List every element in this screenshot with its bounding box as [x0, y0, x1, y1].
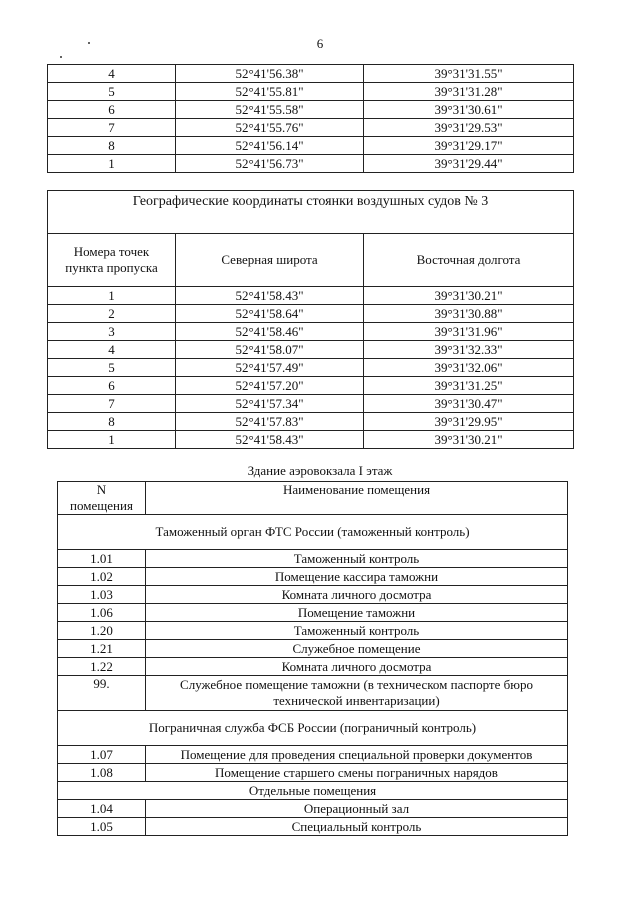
section-title: Отдельные помещения — [58, 782, 568, 800]
point-number: 2 — [48, 305, 176, 323]
east-longitude: 39°31'30.88" — [364, 305, 574, 323]
north-latitude: 52°41'57.83" — [176, 413, 364, 431]
table-row — [48, 359, 574, 377]
table-row — [48, 305, 574, 323]
table-row — [48, 287, 574, 305]
east-longitude: 39°31'31.25" — [364, 377, 574, 395]
table-row — [48, 155, 574, 173]
east-longitude: 39°31'29.95" — [364, 413, 574, 431]
east-longitude: 39°31'32.33" — [364, 341, 574, 359]
section-row — [58, 515, 568, 550]
table-row — [58, 676, 568, 711]
table-row — [58, 550, 568, 568]
east-longitude: 39°31'32.06" — [364, 359, 574, 377]
room-number: 1.04 — [58, 800, 146, 818]
room-number: 99. — [58, 676, 146, 711]
column-header-east-longitude: Восточная долгота — [364, 234, 574, 287]
section-row — [58, 711, 568, 746]
east-longitude: 39°31'31.28" — [364, 83, 574, 101]
room-number: 1.22 — [58, 658, 146, 676]
east-longitude: 39°31'29.53" — [364, 119, 574, 137]
north-latitude: 52°41'57.20" — [176, 377, 364, 395]
east-longitude: 39°31'31.55" — [364, 65, 574, 83]
room-name: Помещение старшего смены пограничных нарядов — [146, 764, 568, 782]
point-number: 5 — [48, 83, 176, 101]
column-header-room-name: Наименование помещения — [146, 482, 568, 515]
room-name: Таможенный контроль — [146, 550, 568, 568]
table-row — [48, 65, 574, 83]
room-name: Служебное помещение таможни (в техническом паспорте бюро технической инвентаризации) — [146, 676, 568, 711]
section-row — [58, 782, 568, 800]
room-number: 1.02 — [58, 568, 146, 586]
north-latitude: 52°41'58.43" — [176, 431, 364, 449]
room-name: Таможенный контроль — [146, 622, 568, 640]
room-number: 1.21 — [58, 640, 146, 658]
column-header-north-latitude: Северная широта — [176, 234, 364, 287]
point-number: 3 — [48, 323, 176, 341]
table-row — [48, 431, 574, 449]
room-name: Помещение для проведения специальной проверки документов — [146, 746, 568, 764]
point-number: 1 — [48, 155, 176, 173]
column-header-point-number: Номера точек пункта пропуска — [48, 234, 176, 287]
scan-speck — [88, 42, 90, 44]
column-header-room-number: N помещения — [58, 482, 146, 515]
room-name: Комната личного досмотра — [146, 658, 568, 676]
room-number: 1.06 — [58, 604, 146, 622]
table-row — [58, 568, 568, 586]
table-row — [48, 395, 574, 413]
east-longitude: 39°31'29.17" — [364, 137, 574, 155]
table-row — [48, 341, 574, 359]
section-title: Таможенный орган ФТС России (таможенный контроль) — [58, 515, 568, 550]
room-name: Комната личного досмотра — [146, 586, 568, 604]
table-row — [58, 622, 568, 640]
east-longitude: 39°31'29.44" — [364, 155, 574, 173]
table-title: Географические координаты стоянки воздушных судов № 3 — [48, 191, 574, 234]
north-latitude: 52°41'58.43" — [176, 287, 364, 305]
table-row — [58, 586, 568, 604]
room-number: 1.20 — [58, 622, 146, 640]
scan-speck — [60, 56, 62, 58]
north-latitude: 52°41'56.14" — [176, 137, 364, 155]
north-latitude: 52°41'57.49" — [176, 359, 364, 377]
east-longitude: 39°31'30.47" — [364, 395, 574, 413]
north-latitude: 52°41'58.64" — [176, 305, 364, 323]
point-number: 4 — [48, 341, 176, 359]
point-number: 1 — [48, 431, 176, 449]
east-longitude: 39°31'30.61" — [364, 101, 574, 119]
east-longitude: 39°31'30.21" — [364, 287, 574, 305]
room-name: Специальный контроль — [146, 818, 568, 836]
table-row — [48, 377, 574, 395]
north-latitude: 52°41'56.73" — [176, 155, 364, 173]
point-number: 6 — [48, 101, 176, 119]
point-number: 4 — [48, 65, 176, 83]
parking-coordinates-table — [47, 190, 574, 449]
table-row — [58, 658, 568, 676]
point-number: 6 — [48, 377, 176, 395]
east-longitude: 39°31'31.96" — [364, 323, 574, 341]
table-row — [48, 137, 574, 155]
room-number: 1.05 — [58, 818, 146, 836]
room-name: Служебное помещение — [146, 640, 568, 658]
table-row — [48, 101, 574, 119]
north-latitude: 52°41'57.34" — [176, 395, 364, 413]
table-row — [58, 604, 568, 622]
table-row — [58, 764, 568, 782]
section-title: Пограничная служба ФСБ России (пограничный контроль) — [58, 711, 568, 746]
table-caption: Здание аэровокзала I этаж — [247, 463, 393, 478]
table-row — [58, 818, 568, 836]
room-name: Операционный зал — [146, 800, 568, 818]
point-number: 5 — [48, 359, 176, 377]
east-longitude: 39°31'30.21" — [364, 431, 574, 449]
point-number: 7 — [48, 119, 176, 137]
room-name: Помещение кассира таможни — [146, 568, 568, 586]
north-latitude: 52°41'55.76" — [176, 119, 364, 137]
room-number: 1.03 — [58, 586, 146, 604]
terminal-rooms-table — [57, 481, 568, 836]
table-row — [58, 640, 568, 658]
table-row — [58, 746, 568, 764]
north-latitude: 52°41'58.46" — [176, 323, 364, 341]
room-number: 1.07 — [58, 746, 146, 764]
table-row — [48, 119, 574, 137]
point-number: 8 — [48, 413, 176, 431]
coordinates-table-continued — [47, 64, 574, 173]
point-number: 7 — [48, 395, 176, 413]
page-number: 6 — [316, 36, 324, 51]
room-name: Помещение таможни — [146, 604, 568, 622]
point-number: 8 — [48, 137, 176, 155]
table-row — [48, 83, 574, 101]
north-latitude: 52°41'55.58" — [176, 101, 364, 119]
north-latitude: 52°41'56.38" — [176, 65, 364, 83]
table-row — [58, 800, 568, 818]
room-number: 1.01 — [58, 550, 146, 568]
north-latitude: 52°41'55.81" — [176, 83, 364, 101]
table-row — [48, 323, 574, 341]
table-row — [48, 413, 574, 431]
point-number: 1 — [48, 287, 176, 305]
north-latitude: 52°41'58.07" — [176, 341, 364, 359]
room-number: 1.08 — [58, 764, 146, 782]
